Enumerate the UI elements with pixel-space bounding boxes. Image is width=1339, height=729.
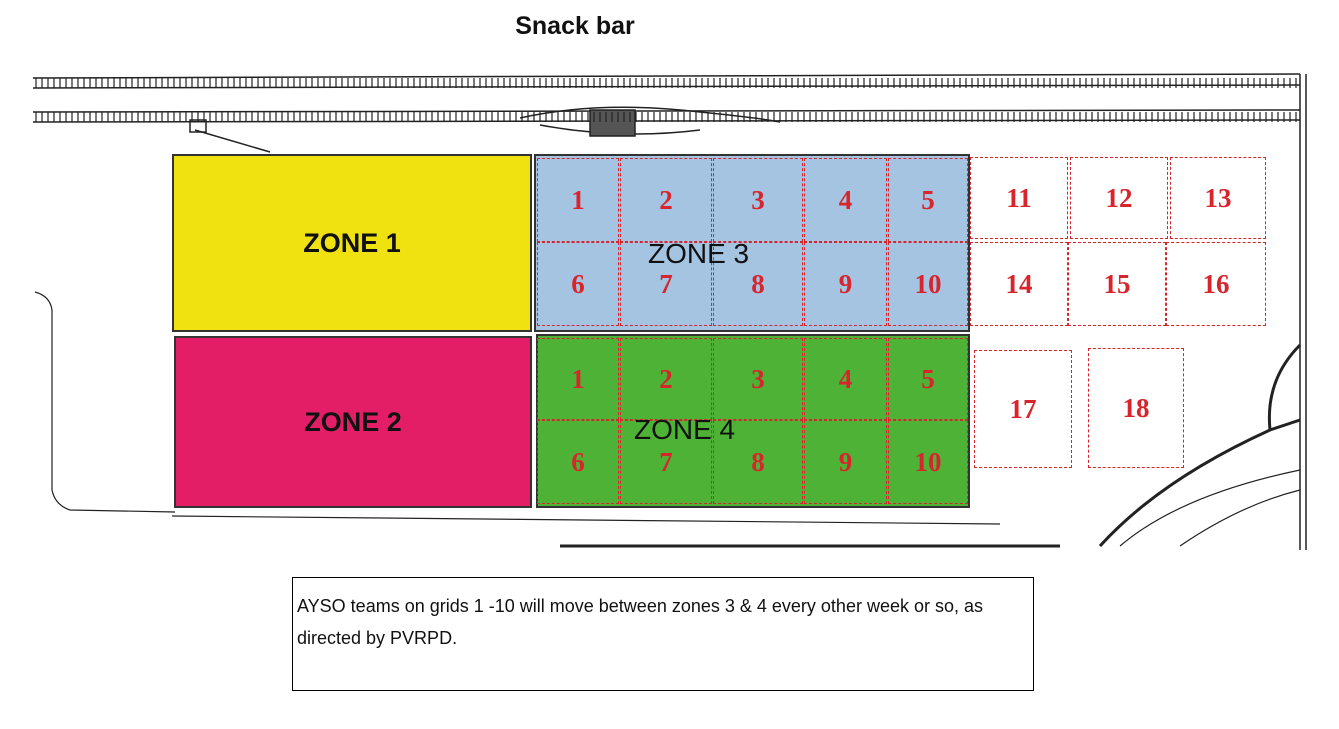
zone-4-grid-7-number: 7 — [659, 446, 673, 477]
zone-4-label: ZONE 4 — [634, 414, 736, 445]
zone-3-label: ZONE 3 — [648, 238, 750, 269]
grid-17 — [974, 350, 1072, 468]
zone-4-grid-1 — [537, 338, 619, 420]
fence-ticks — [36, 78, 1296, 122]
info-note: AYSO teams on grids 1 -10 will move between zones 3 & 4 every other week or so, as directed by PVRPD. — [292, 577, 1034, 691]
zone-3-grid-2-number: 2 — [659, 184, 673, 215]
zone-4-grid-8 — [713, 420, 803, 504]
zone-3-grid-10 — [888, 242, 968, 326]
zone-4-grid-7 — [620, 420, 712, 504]
grid-16-number: 16 — [1202, 268, 1230, 299]
zone-3-grid-7-number: 7 — [659, 268, 673, 299]
zone-4-grid-10-number: 10 — [914, 446, 942, 477]
zone-3-grid-1 — [537, 158, 619, 242]
zone-3-grid-5-number: 5 — [921, 184, 935, 215]
zone-4-grid-9-number: 9 — [838, 446, 853, 477]
grid-14 — [970, 242, 1068, 326]
zone-3-grid-3 — [713, 158, 803, 242]
zone-4-grid-3 — [713, 338, 803, 420]
zone-2-label: ZONE 2 — [304, 406, 402, 437]
zone-3-grid-9 — [804, 242, 887, 326]
zone-2 — [174, 336, 532, 508]
zone-4-grid-5 — [888, 338, 968, 420]
zone-3-grid-6-number: 6 — [571, 268, 585, 299]
zone-4-grid-9 — [804, 420, 887, 504]
zone-3-grid-7 — [620, 242, 712, 326]
zone-4-grid-3-number: 3 — [751, 363, 765, 394]
zone-4-grid-5-number: 5 — [921, 363, 935, 394]
zone-4-grid-10 — [888, 420, 968, 504]
grid-12-number: 12 — [1105, 182, 1133, 213]
grid-17-number: 17 — [1009, 393, 1037, 424]
grid-11-number: 11 — [1006, 182, 1032, 213]
grid-13 — [1170, 157, 1266, 239]
zone-4-grid-1-number: 1 — [571, 363, 585, 394]
grid-18-number: 18 — [1122, 392, 1150, 423]
zone-3-grid-4-number: 4 — [838, 184, 853, 215]
zone-4-grid-4 — [804, 338, 887, 420]
zone-3-grid-9-number: 9 — [838, 268, 853, 299]
zone-3-grid-5 — [888, 158, 968, 242]
zone-4-grid-2-number: 2 — [659, 363, 673, 394]
zone-4-grid-6 — [537, 420, 619, 504]
grid-12 — [1070, 157, 1168, 239]
grid-14-number: 14 — [1005, 268, 1033, 299]
grid-11 — [970, 157, 1068, 239]
zone-3-grid-1-number: 1 — [571, 184, 585, 215]
zone-3-grid-3-number: 3 — [751, 184, 765, 215]
zone-4-grid-4-number: 4 — [838, 363, 853, 394]
grid-15 — [1068, 242, 1166, 326]
zone-3-grid-8 — [713, 242, 803, 326]
grid-18 — [1088, 348, 1184, 468]
grid-16 — [1166, 242, 1266, 326]
zone-3-grid-8-number: 8 — [751, 268, 765, 299]
zone-4-grid-8-number: 8 — [751, 446, 765, 477]
zone-4-grid-2 — [620, 338, 712, 420]
grid-13-number: 13 — [1204, 182, 1232, 213]
zone-3-grid-6 — [537, 242, 619, 326]
zone-1 — [172, 154, 532, 332]
map-title: Snack bar — [515, 12, 635, 40]
zone-4-grid-6-number: 6 — [571, 446, 585, 477]
grid-15-number: 15 — [1103, 268, 1131, 299]
zone-3-grid-4 — [804, 158, 887, 242]
zone-1-label: ZONE 1 — [303, 227, 401, 258]
zone-3-grid-10-number: 10 — [914, 268, 942, 299]
zone-3-grid-2 — [620, 158, 712, 242]
